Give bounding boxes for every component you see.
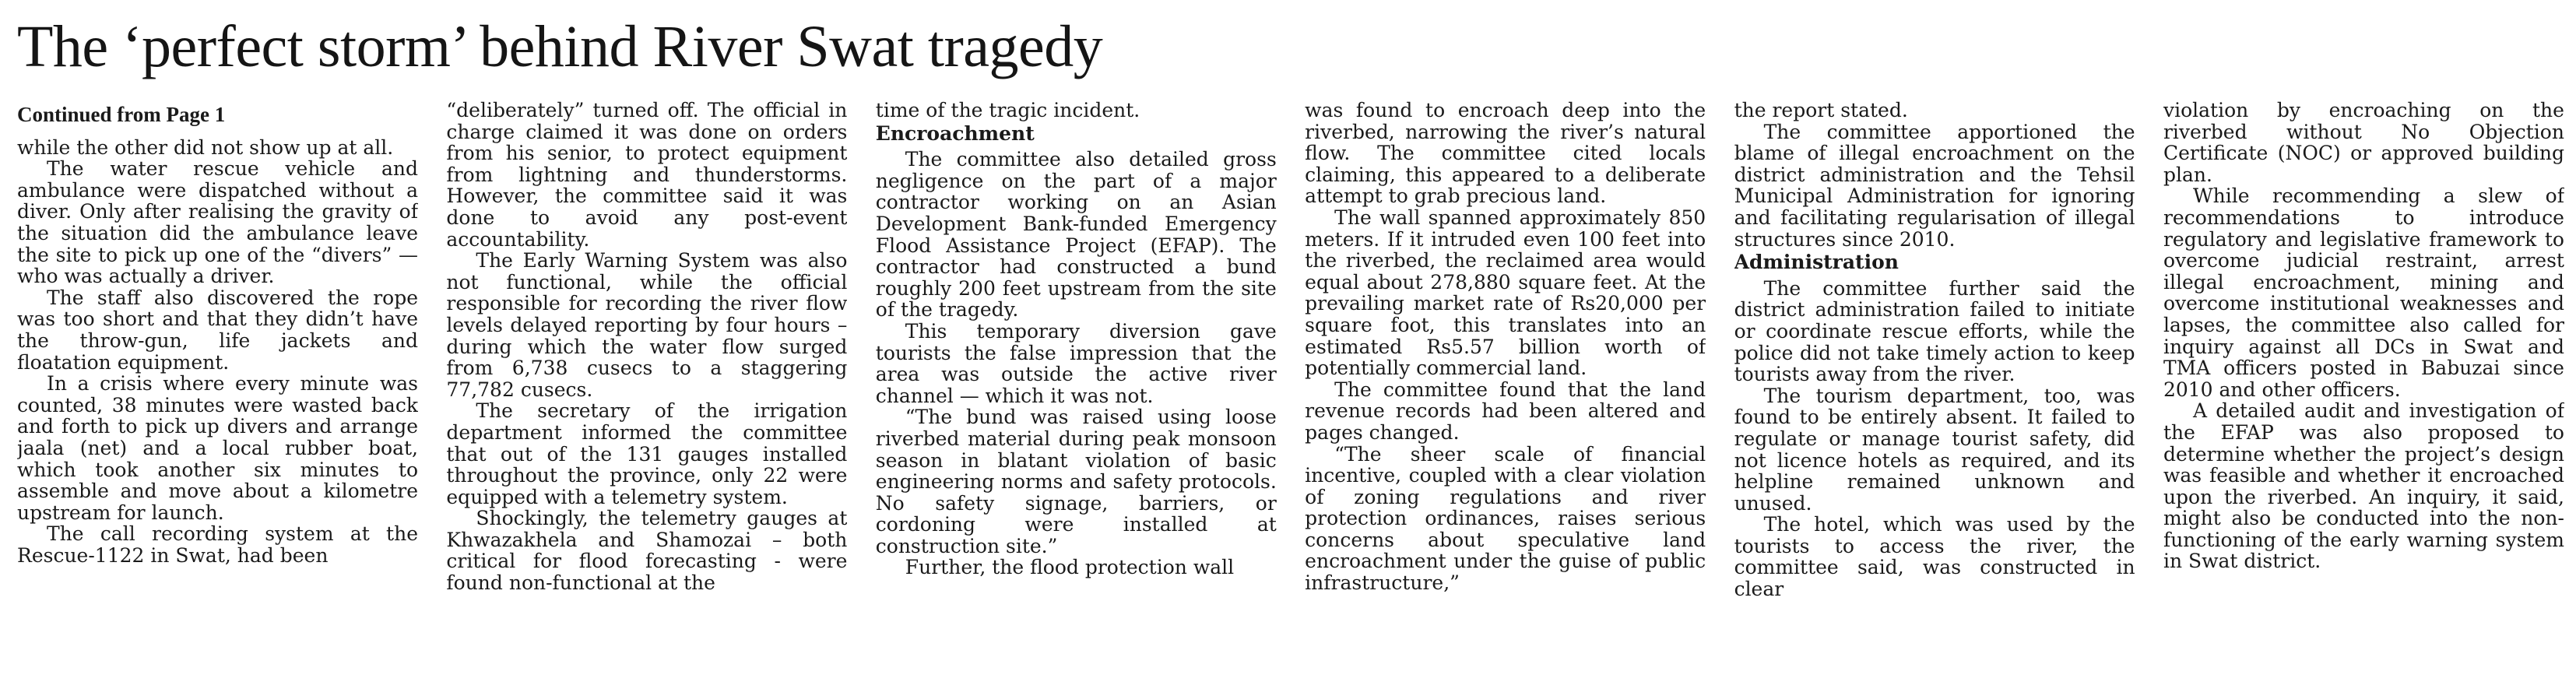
article-paragraph: In a crisis where every minute was counted, 38 minutes were wasted back and forth to pick up divers and arrange jaala (net) and a local rubber boat, which took another six minutes to assemble and move about a kilometre upstream for launch. — [17, 372, 418, 524]
article-paragraph: Shockingly, the telemetry gauges at Khwazakhela and Shamozai – both critical for flood forecasting - were found non-functional at the — [446, 507, 848, 595]
article-paragraph: The committee also detailed gross negligence on the part of a major contractor working on an Asian Development Bank-funded Emergency Flood Assistance Project (EFAP). The contractor had constructed a bund roughly 200 feet upstream from the site of the tragedy. — [875, 148, 1277, 322]
article-paragraph: The water rescue vehicle and ambulance were dispatched without a diver. Only after realising the gravity of the situation did the ambulance leave the site to pick up one of the “divers” — who was actually a driver. — [17, 157, 418, 288]
article-paragraph: The secretary of the irrigation department informed the committee that out of the 131 gauges installed throughout the province, only 22 were equipped with a telemetry system. — [446, 399, 848, 508]
article-column-2 — [446, 100, 847, 691]
article-columns — [17, 100, 2564, 691]
article-paragraph: the report stated. — [1734, 100, 1908, 121]
section-subhead: Administration — [1734, 251, 1899, 274]
article-paragraph: The committee apportioned the blame of illegal encroachment on the district administration and the Tehsil Municipal Administration for ignoring and facilitating regularisation of illegal structures since 2010. — [1734, 120, 2135, 251]
section-subhead: Encroachment — [875, 121, 1035, 145]
article-paragraph: was found to encroach deep into the riverbed, narrowing the river’s natural flow. The committee cited locals claiming, this appeared to a deliberate attempt to grab precious land. — [1305, 100, 1706, 208]
article-paragraph: The tourism department, too, was found to be entirely absent. It failed to regulate or manage tourist safety, did not licence hotels as required, and its helpline remained unknown and unused. — [1734, 384, 2135, 515]
article-column-5 — [1734, 100, 2135, 691]
article-paragraph: “The bund was raised using loose riverbed material during peak monsoon season in blatant violation of basic engineering norms and safety protocols. No safety signage, barriers, or cordoning were installed at construction site.” — [875, 406, 1277, 557]
article-paragraph: The call recording system at the Rescue-1122 in Swat, had been — [17, 522, 418, 567]
article-paragraph: The committee found that the land revenue records had been altered and pages changed. — [1305, 378, 1706, 444]
article-paragraph: A detailed audit and investigation of the EFAP was also proposed to determine whether the project’s design was feasible and whether it encroached upon the riverbed. An inquiry, it said, might also be conducted into the non-functioning of the early warning system in Swat district. — [2163, 399, 2564, 573]
headline: The ‘perfect storm’ behind River Swat tragedy — [17, 14, 1103, 79]
article-paragraph: “The sheer scale of financial incentive, coupled with a clear violation of zoning regulations and river protection ordinances, raises serious concerns about speculative land encroachment under the guise of public infrastructure,” — [1305, 442, 1706, 595]
article-paragraph: The hotel, which was used by the tourists to access the river, the committee said, was constructed in clear — [1734, 513, 2135, 601]
article-column-6 — [2163, 100, 2564, 691]
article-paragraph: The committee further said the district administration failed to initiate or coordinate rescue efforts, while the police did not take timely action to keep tourists away from the river. — [1734, 276, 2135, 386]
article-paragraph: The staff also discovered the rope was too short and that they didn’t have the throw-gun, life jackets and floatation equipment. — [17, 286, 418, 374]
article-paragraph: violation by encroaching on the riverbed without No Objection Certificate (NOC) or approved building plan. — [2163, 100, 2564, 186]
article-column-4 — [1305, 100, 1706, 691]
article-paragraph: “deliberately” turned off. The official in charge claimed it was done on orders from his senior, to protect equipment from lightning and thunderstorms. However, the committee said it was done to avoid any post-event accountability. — [446, 100, 848, 251]
continued-from-label: Continued from Page 1 — [17, 103, 226, 126]
article-paragraph: Further, the flood protection wall — [905, 556, 1235, 579]
article-column-3 — [876, 100, 1277, 691]
article-paragraph: The wall spanned approximately 850 meters. If it intruded even 100 feet into the riverbed, the reclaimed area would equal about 278,880 square feet. At the prevailing market rate of Rs20,000 per square foot, this translates into an estimated Rs5.57 billion worth of potentially commercial land. — [1305, 206, 1706, 380]
article-paragraph: time of the tragic incident. — [875, 100, 1140, 121]
article-paragraph: The Early Warning System was also not functional, while the official responsible for recording the river flow levels delayed reporting by four hours – during which the water flow surged from 6,738 cusecs to a staggering 77,782 cusecs. — [446, 249, 848, 401]
article-column-1 — [17, 100, 418, 691]
article-paragraph: while the other did not show up at all. — [17, 135, 394, 159]
article-paragraph: While recommending a slew of recommendations to introduce regulatory and legislative framework to overcome judicial restraint, arrest illegal encroachment, mining and overcome institutional weaknesses and lapses, the committee also called for inquiry against all DCs in Swat and TMA officers posted in Babuzai since 2010 and other officers. — [2163, 185, 2564, 401]
article-paragraph: This temporary diversion gave tourists the false impression that the area was outside the active river channel — which it was not. — [875, 319, 1277, 407]
